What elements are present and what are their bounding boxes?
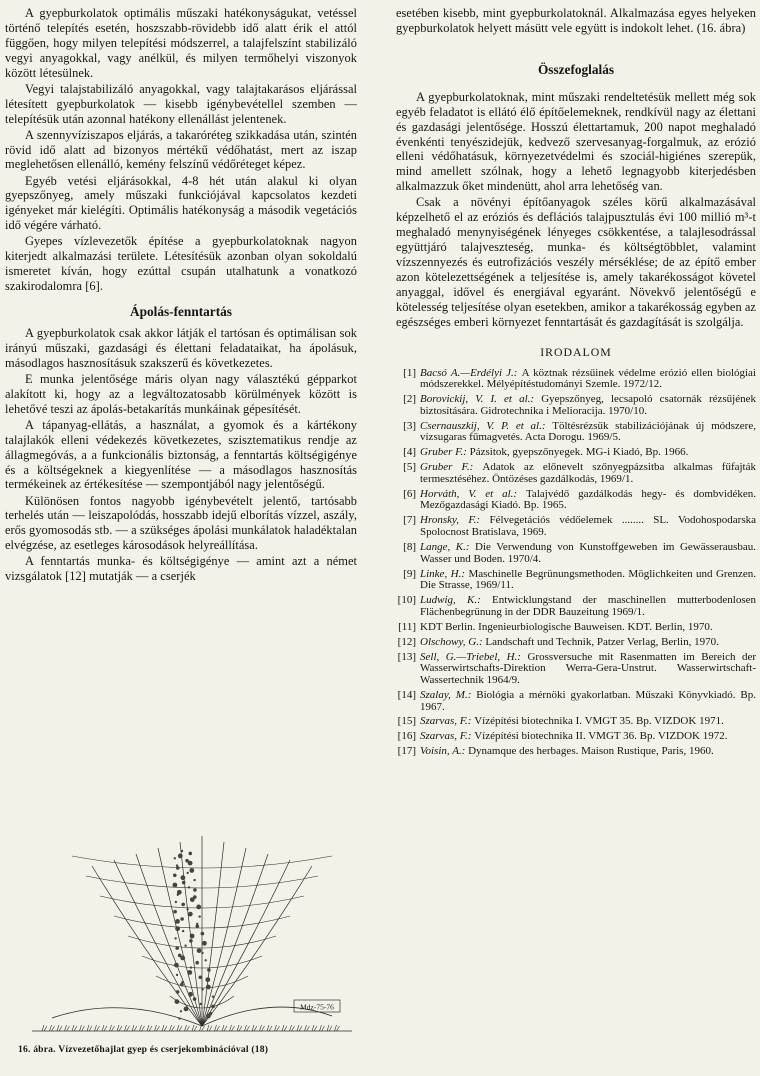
reference-text: Hronsky, F.: Félvegetációs védőelemek ........ SL. Vodohospodarska Spolocnost Bratislava, 1969.: [420, 514, 756, 539]
sketch-line: [162, 1025, 167, 1031]
reference-author: Borovickij, V. I. et al.:: [420, 393, 542, 406]
reference-text: Lange, K.: Die Verwendung von Kunstoffgeweben im Gewässerausbau. Wasser und Boden. 1970/4.: [420, 540, 756, 565]
reference-author: Szarvas, F.:: [420, 730, 475, 743]
body-paragraph: A gyepburkolatok optimális műszaki hatékonyságukat, vetéssel történő telepítés esetén, hoszszabb-rövidebb idő alatt érik el attól függően, hogy milyen telepítési módszerrel, a talajfelszínt stabilizáló vegyi anyagokkal, vagy anélkül, és milyen termőhelyi viszonyok között létesülnek.: [5, 6, 357, 80]
shrub-mark: [211, 1005, 215, 1009]
shrub-mark: [205, 977, 210, 982]
sketch-line: [207, 1025, 212, 1031]
reference-author: Olschowy, G.:: [420, 635, 486, 648]
reference-item: [396, 368, 756, 391]
shrub-mark: [182, 881, 186, 885]
shrub-mark: [195, 961, 199, 965]
body-paragraph: Csak a növényi építőanyagok széles körű alkalmazásával képzelhető el az eróziós és deflációs talajpusztulás évi 100 millió m³-t meghaladó menynyiségének lényeges csökkentése, a talajlesodrással együttjáró talajveszteség, munka- és költségtöbblet, valamint vízszennyezés és eutrofizációs veszély mérséklése; de az építő ember azon kötelezettségének a teljesítése is, amely takarékosságot követel anyaggal, idővel és energiával egyaránt. Növekvő jelentőségű e kötelesség teljesítése olyan esetekben, amikor a takarékosság egyben az egészséges emberi környezet fenntartását és gazdagítását is szolgálja.: [396, 195, 756, 329]
sketch-line: [140, 1025, 145, 1031]
shrub-mark: [174, 857, 176, 859]
sketch-line: [215, 1025, 220, 1031]
shrub-mark: [206, 1014, 211, 1019]
shrub-mark: [200, 1003, 202, 1005]
reference-author: Voisin, A.:: [420, 745, 469, 758]
reference-number: [12]: [397, 635, 416, 648]
figure-16-illustration: [32, 826, 352, 1038]
sketch-line: [230, 1025, 235, 1031]
reference-text: Szarvas, F.: Vízépítési biotechnika I. VMGT 35. Bp. VIZDOK 1971.: [420, 715, 724, 728]
reference-text: Voisin, A.: Dynamque des herbages. Maison Rustique, Paris, 1960.: [420, 745, 714, 758]
figure-signature: Mdz-75-76: [300, 1002, 334, 1012]
sketch-line: [282, 1025, 287, 1031]
shrub-mark: [176, 990, 180, 994]
sketch-line: [260, 1025, 265, 1031]
reference-text: Csernauszkij, V. P. et al.: Töltésrézsűk stabilizációjának új módszere, vízsugaras fűmagvetés. Acta Dorogu. 1969/5.: [420, 419, 756, 444]
reference-item: [396, 421, 756, 444]
shrub-mark: [197, 948, 202, 953]
shrub-mark: [207, 968, 211, 972]
reference-item: [396, 542, 756, 565]
sketch-line: [110, 1025, 115, 1031]
sketch-line: [72, 1025, 77, 1031]
sketch-line: [125, 1025, 130, 1031]
shrub-mark: [206, 985, 211, 990]
shrub-mark: [189, 939, 193, 943]
sketch-line: [87, 1025, 92, 1031]
reference-text: Linke, H.: Maschinelle Begrünungsmethoden. Möglichkeiten und Grenzen. Die Strasse, 1969/11.: [420, 567, 756, 592]
shrub-mark: [188, 861, 193, 866]
figure-caption: 16. ábra. Vízvezetőhajlat gyep és cserjekombinációval (18): [18, 1044, 269, 1055]
sketch-line: [50, 1025, 55, 1031]
section-heading-maintenance: Ápolás-fenntartás: [130, 303, 232, 319]
body-paragraph: A fenntartás munka- és költségigénye — amint azt a német vizsgálatok [12] mutatják — a cserjék: [5, 554, 357, 584]
shrub-mark: [188, 886, 190, 888]
shrub-mark: [193, 879, 195, 881]
section-heading-summary: Összefoglalás: [537, 61, 615, 77]
shrub-mark: [178, 1017, 180, 1019]
shrub-mark: [187, 970, 192, 975]
reference-number: [8]: [403, 540, 416, 553]
reference-author: Gruber F.:: [420, 461, 483, 474]
reference-text: Gruber F.: Pázsitok, gyepszőnyegek. MG-i Kiadó, Bp. 1966.: [420, 446, 689, 459]
sketch-line: [42, 1025, 47, 1031]
reference-item: [396, 394, 756, 417]
shrub-mark: [175, 919, 180, 924]
reference-number: [15]: [397, 715, 416, 728]
sketch-line: [202, 848, 246, 1026]
reference-item: [396, 746, 756, 758]
shrub-mark: [181, 850, 183, 852]
shrub-mark: [184, 1007, 189, 1012]
shrub-mark: [174, 963, 179, 968]
reference-item: [396, 690, 756, 713]
shrub-mark: [177, 894, 179, 896]
sketch-line: [297, 1025, 302, 1031]
sketch-line: [305, 1025, 310, 1031]
shrub-mark: [180, 917, 184, 921]
shrub-mark: [173, 874, 177, 878]
shrub-mark: [175, 999, 180, 1004]
reference-number: [11]: [398, 620, 416, 633]
shrub-mark: [181, 875, 186, 880]
shrub-mark: [188, 992, 193, 997]
left-column: [5, 6, 357, 585]
reference-author: Linke, H.:: [420, 567, 469, 580]
reference-author: Gruber F.:: [420, 446, 470, 459]
reference-text: Sell, G.—Triebel, H.: Grossversuche mit Rasenmatten im Bereich der Wasserwirtschafts-Direktion Werra-Gera-Unstrut. Wasserwirtschaft-Wassertechnik 1964/9.: [420, 650, 757, 686]
shrub-mark: [196, 905, 201, 910]
sketch-line: [80, 1025, 85, 1031]
reference-number: [6]: [403, 487, 416, 500]
shrub-mark: [193, 997, 197, 1001]
shrub-mark: [193, 888, 197, 892]
reference-author: Ludwig, K.:: [420, 594, 492, 607]
shrub-mark: [180, 956, 185, 961]
shrub-mark: [180, 983, 184, 987]
shrub-mark: [175, 946, 179, 950]
reference-item: [396, 731, 756, 743]
body-paragraph: Különösen fontos nagyobb igénybevételt jelentő, tartósabb terhelés után — leiszapolódás, hosszabb idejű elborítás vízzel, aszály, erős gyomosodás stb. — a szükséges ápolási munkálatok haladéktalan elvégzése, az esetleges károsodások helyreállítása.: [5, 493, 357, 553]
body-paragraph: E munka jelentősége máris olyan nagy választékú gépparkot alakított ki, hogy az a legváltozatosabb körülmények között is lehetővé teszi az ápolás-betakarítás munkáinak gépesítését.: [5, 371, 357, 416]
shrub-mark: [187, 872, 189, 874]
reference-author: Hronsky, F.:: [420, 514, 490, 527]
reference-text: Horváth, V. et al.: Talajvédő gazdálkodás hegy- és dombvidéken. Mezőgazdasági Kiadó. Bp. 1965.: [420, 487, 756, 512]
sketch-line: [147, 1025, 152, 1031]
shrub-mark: [174, 937, 176, 939]
shrub-mark: [201, 952, 203, 954]
reference-number: [3]: [403, 419, 416, 432]
sketch-line: [312, 1025, 317, 1031]
reference-item: [396, 515, 756, 538]
reference-number: [14]: [397, 688, 416, 701]
reference-text: Ludwig, K.: Entwicklungstand der maschinellen mutterbodenlosen Flächenbegrünung in der DDR Bauzeitung 1969/1.: [420, 594, 756, 618]
shrub-mark: [201, 932, 205, 936]
sketch-line: [155, 1025, 160, 1031]
sketch-line: [275, 1025, 280, 1031]
reference-text: Szalay, M.: Biológia a mérnöki gyakorlatban. Műszaki Könyvkiadó. Bp. 1967.: [420, 688, 756, 713]
sketch-line: [185, 1025, 190, 1031]
reference-item: [396, 489, 756, 512]
body-paragraph: Egyéb vetési eljárásokkal, 4-8 hét után alakul ki olyan gyepszőnyeg, amely műszaki funkciójával kapcsolatos kezdeti igényeket már kielégíti. Optimális hatékonyság a második vegetációs idő végére várható.: [5, 173, 357, 233]
reference-number: [5]: [403, 461, 416, 474]
reference-number: [2]: [403, 393, 416, 406]
reference-item: [396, 569, 756, 592]
reference-author: Horváth, V. et al.:: [420, 487, 526, 500]
sketch-line: [245, 1025, 250, 1031]
sketch-line: [335, 1025, 340, 1031]
sketch-line: [102, 1025, 107, 1031]
sketch-line: [267, 1025, 272, 1031]
reference-author: Szarvas, F.:: [420, 715, 475, 728]
reference-item: [396, 622, 756, 634]
reference-number: [9]: [403, 567, 416, 580]
reference-item: [396, 652, 756, 687]
reference-author: Bacsó A.—Erdélyi J.:: [420, 366, 522, 379]
reference-text: Olschowy, G.: Landschaft und Technik, Patzer Verlag, Berlin, 1970.: [420, 635, 719, 648]
shrub-mark: [199, 976, 203, 980]
reference-author: Szalay, M.:: [420, 688, 477, 701]
reference-number: [1]: [403, 366, 416, 379]
shrub-mark: [176, 974, 178, 976]
sketch-line: [252, 1025, 257, 1031]
shrub-mark: [173, 910, 177, 914]
shrub-mark: [175, 926, 180, 931]
reference-number: [7]: [403, 514, 416, 527]
shrub-mark: [173, 883, 178, 888]
drainage-sketch: [32, 826, 352, 1038]
reference-item: [396, 462, 756, 485]
reference-number: [17]: [397, 745, 416, 758]
sketch-line: [52, 1007, 332, 1026]
reference-number: [10]: [397, 594, 416, 607]
reference-item: [396, 716, 756, 728]
reference-item: [396, 637, 756, 649]
reference-text: Gruber F.: Adatok az előnevelt szőnyegpázsitba alkalmas fűfajták termesztéséhez. Öntözéses gazdálkodás, 1969/1.: [420, 461, 756, 485]
body-paragraph: A tápanyag-ellátás, a használat, a gyomok és a kártékony talajlakók elleni védekezés következetes, szisztematikus rendje az állagmegóvás, a a funkcionális biztonság, a fenntartás költségigénye és a költségeknek a kiegyenlítése — a másodlagos hasznosítás termékeinek az értékesítése — szempontjából nagy jelentőségű.: [5, 417, 357, 492]
shrub-mark: [189, 852, 193, 856]
shrub-mark: [181, 903, 185, 907]
shrub-mark: [202, 941, 207, 946]
shrub-mark: [190, 897, 195, 902]
shrub-mark: [201, 988, 203, 990]
sketch-line: [202, 842, 224, 1026]
sketch-line: [320, 1025, 325, 1031]
continuation-paragraph: esetében kisebb, mint gyepburkolatoknál. Alkalmazása egyes helyeken gyepburkolatok helyett másütt vele együtt is indokolt lehet. (16. ábra): [396, 6, 756, 35]
shrub-mark: [190, 966, 192, 968]
shrub-mark: [176, 866, 180, 870]
body-paragraph: A gyepburkolatoknak, mint műszaki rendeltetésük mellett még sok egyéb feladatot is ellátó élő építőelemeknek, rendkívül nagy az élettani és gazdasági jelentősége. Hosszú élettartamuk, 200 napot meghaladó évenkénti tenyészidejük, kedvező szervesanyag-forgalmuk, az erózió elleni védőhatásuk, környezetvédelmi és szociál-higiénes szerepük, mind amellett szólnak, hogy a lehető legnagyobb kiterjedésben alkalmazzuk őket mindenütt, ahol arra lehetőség van.: [396, 89, 756, 194]
reference-number: [13]: [397, 650, 416, 663]
reference-text: Szarvas, F.: Vízépítési biotechnika II. VMGT 36. Bp. VIZDOK 1972.: [420, 730, 728, 743]
reference-author: Sell, G.—Triebel, H.:: [420, 650, 528, 663]
reference-author: Lange, K.:: [420, 540, 476, 553]
right-column: [396, 6, 756, 761]
sketch-line: [222, 1025, 227, 1031]
body-paragraph: A gyepburkolatok csak akkor látják el tartósan és optimálisan sok irányú műszaki, gazdasági és élettani feladataikat, ha ápolásuk, másodlagos hasznosításuk szakszerű és következetes.: [5, 325, 357, 370]
body-paragraph: A szennyvíziszapos eljárás, a takaróréteg szikkadása után, szintén rövid idő alatt ad bizonyos mértékű védőhatást, mert az iszap meglehetősen ellenálló, kemény felszínű védőréteget képez.: [5, 127, 357, 172]
reference-number: [4]: [403, 446, 416, 459]
sketch-line: [237, 1025, 242, 1031]
sketch-line: [192, 1025, 197, 1031]
reference-text: Borovickij, V. I. et al.: Gyepszőnyeg, lecsapoló csatornák rézsűjének biztosítására. Gidrotechnika i Melioracija. 1970/10.: [420, 393, 756, 417]
sketch-line: [117, 1025, 122, 1031]
body-paragraph: Gyepes vízlevezetők építése a gyepburkolatoknak nagyon kiterjedt alkalmazási területe. Létesítésük azonban olyan sokoldalú ismeretet kíván, hogy ezúttal csupán utalhatunk a vonatkozó szakirodalomra [6].: [5, 234, 357, 294]
reference-item: [396, 447, 756, 459]
sketch-line: [290, 1025, 295, 1031]
shrub-mark: [180, 1010, 182, 1012]
reference-author: Csernauszkij, V. P. et al.:: [420, 419, 553, 432]
reference-list: [396, 368, 756, 758]
shrub-mark: [190, 934, 195, 939]
shrub-mark: [184, 945, 186, 947]
sketch-line: [177, 1025, 182, 1031]
shrub-mark: [189, 868, 194, 873]
sketch-line: [170, 1025, 175, 1031]
sketch-line: [327, 1025, 332, 1031]
sketch-line: [65, 1025, 70, 1031]
reference-text: Bacsó A.—Erdélyi J.: A köztnak rézsűinek védelme erózió ellen biológiai módszerekkel. Mélyépítéstudományi Szemle. 1972/12.: [420, 366, 756, 391]
shrub-mark: [212, 996, 214, 998]
reference-number: [16]: [397, 730, 416, 743]
shrub-mark: [175, 901, 177, 903]
sketch-line: [202, 860, 290, 1026]
sketch-line: [95, 1025, 100, 1031]
sketch-line: [57, 1025, 62, 1031]
shrub-mark: [196, 925, 200, 929]
shrub-mark: [178, 854, 183, 859]
shrub-mark: [186, 908, 188, 910]
reference-item: [396, 595, 756, 618]
shrub-mark: [182, 930, 184, 932]
sketch-line: [132, 1025, 137, 1031]
shrub-mark: [205, 959, 207, 961]
sketch-line: [202, 854, 268, 1026]
reference-text: KDT Berlin. Ingenieurbiologische Bauweisen. KDT. Berlin, 1970.: [420, 620, 713, 633]
references-heading: IRODALOM: [540, 344, 612, 359]
shrub-mark: [188, 912, 193, 917]
sketch-line: [114, 860, 202, 1026]
body-paragraph: Vegyi talajstabilizáló anyagokkal, vagy talajtakarásos eljárással létesített gyepburkolatok — kisebb igénybevétellel szemben — telepítésük után azonnal hatékony ellenállást jelentenek.: [5, 81, 357, 126]
shrub-mark: [199, 915, 201, 917]
